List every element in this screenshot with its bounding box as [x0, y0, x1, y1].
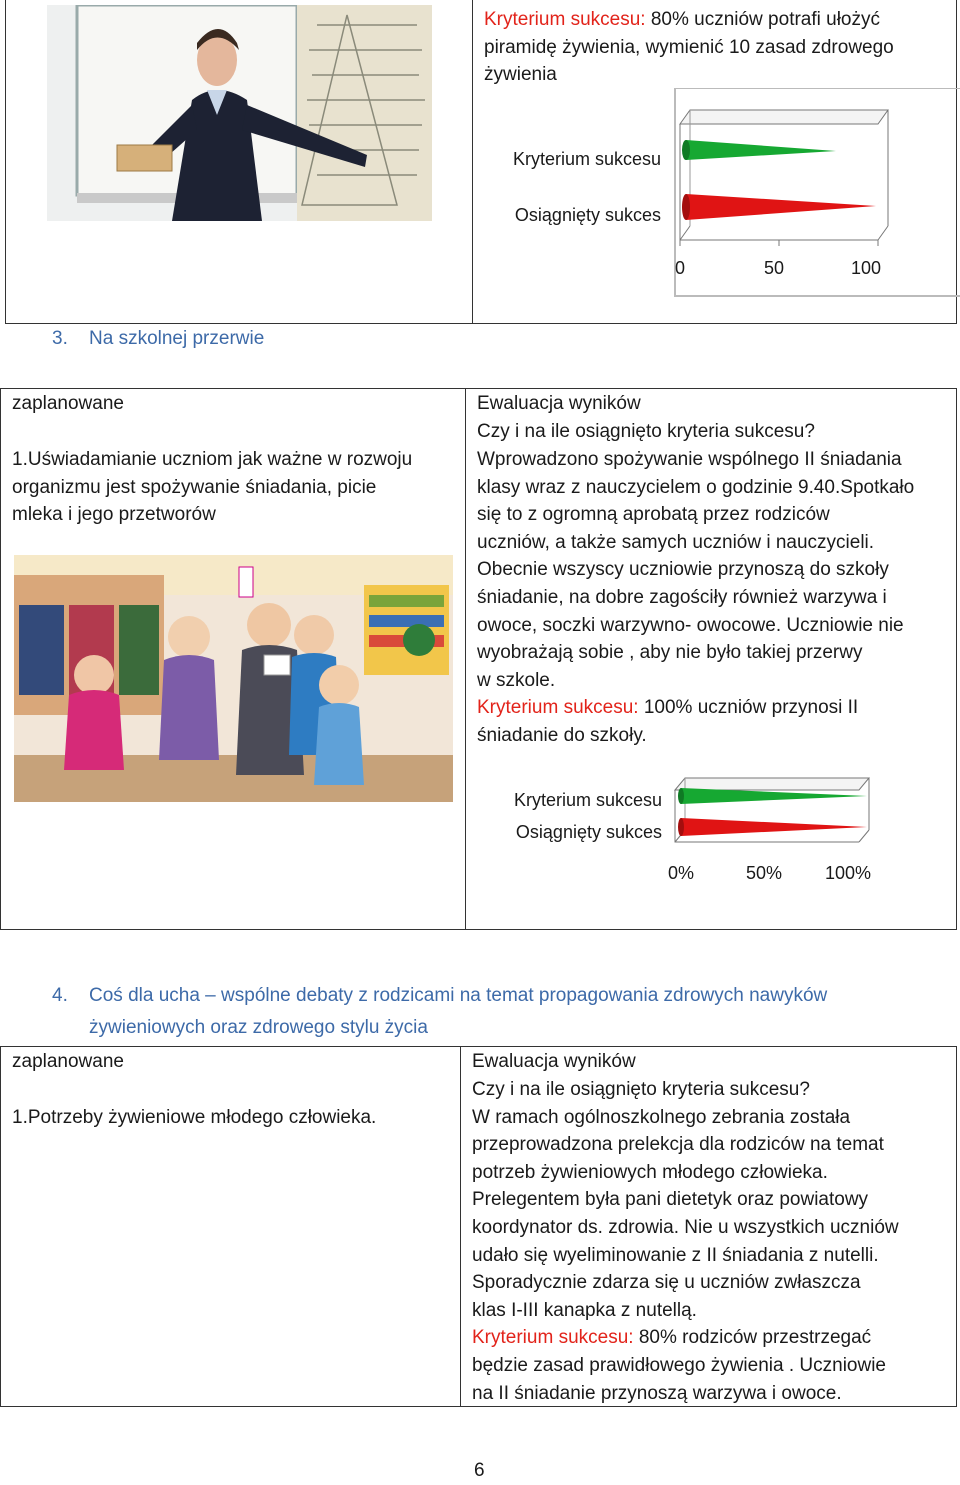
section-4-number: 4.	[52, 985, 68, 1006]
eval-text-line: przeprowadzona prelekcja dla rodziców na temat	[472, 1134, 884, 1156]
eval-text-line: klas I-III kanapka z nutellą.	[472, 1299, 697, 1321]
table-border	[0, 388, 1, 930]
table-border	[472, 0, 473, 324]
planned-item: 1.Uświadamianie uczniom jak ważne w rozwoju	[12, 449, 413, 470]
chart-2-label-osiagniety: Osiągnięty sukces	[515, 822, 662, 842]
children-photo	[14, 555, 453, 802]
eval-text-line: potrzeb żywieniowych młodego człowieka.	[472, 1161, 828, 1183]
criterion-line: śniadanie do szkoły.	[477, 725, 647, 746]
section-4-title: żywieniowych oraz zdrowego stylu życia	[89, 1017, 428, 1038]
eval-text-line: w szkole.	[477, 669, 556, 691]
eval-text-line: śniadanie, na dobre zagościły również warzywa i	[477, 587, 887, 608]
criterion-line: piramidę żywienia, wymienić 10 zasad zdrowego	[484, 36, 894, 58]
eval-question: Czy i na ile osiągnięto kryteria sukcesu?	[472, 1078, 810, 1100]
chart-1-tick: 0	[675, 258, 686, 278]
eval-question: Czy i na ile osiągnięto kryteria sukcesu?	[477, 420, 815, 442]
planned-item: mleka i jego przetworów	[12, 504, 216, 526]
success-chart-1	[484, 88, 960, 300]
chart-2-tick: 0%	[668, 863, 695, 883]
chart-2-tick: 100%	[825, 863, 872, 883]
eval-text-line: Obecnie wszyscy uczniowie przynoszą do szkoły	[477, 559, 889, 581]
criterion-line: będzie zasad prawidłowego żywienia . Uczniowie	[472, 1355, 886, 1376]
chart-1-tick: 50	[764, 258, 785, 278]
criterion-text: 100% uczniów przynosi II	[638, 697, 859, 719]
chart-1-label-osiagniety: Osiągnięty sukces	[514, 205, 661, 225]
criterion-prefix: Kryterium sukcesu:	[484, 9, 646, 30]
teacher-photo	[47, 5, 432, 221]
section-3-number: 3.	[52, 328, 68, 349]
eval-text-line: Wprowadzono spożywanie wspólnego II śniadania	[477, 449, 902, 470]
section-4-title: Coś dla ucha – wspólne debaty z rodzicami na temat propagowania zdrowych nawyków	[89, 985, 828, 1006]
criterion-prefix: Kryterium sukcesu:	[472, 1327, 634, 1349]
table-border	[956, 1046, 957, 1407]
page-number: 6	[474, 1460, 485, 1481]
eval-text-line: koordynator ds. zdrowia. Nie u wszystkich uczniów	[472, 1217, 899, 1238]
table-border	[0, 1046, 1, 1407]
criterion-text: 80% rodziców przestrzegać	[633, 1327, 872, 1349]
bar-kryterium-sukcesu	[686, 140, 836, 160]
table-border	[0, 929, 957, 930]
chart-1-axes	[680, 124, 878, 240]
children-photo-illustration	[14, 555, 453, 802]
chart-1-top-wall	[680, 110, 888, 124]
criterion-line: żywienia	[484, 64, 557, 86]
criterion-text: 80% uczniów potrafi ułożyć	[645, 9, 880, 30]
eval-header: Ewaluacja wyników	[477, 393, 641, 414]
planned-header: zaplanowane	[12, 1051, 124, 1072]
eval-text-line: owoce, soczki warzywno- owocowe. Uczniowie nie	[477, 614, 904, 636]
eval-text-line: Sporadycznie zdarza się u uczniów zwłaszcza	[472, 1272, 861, 1294]
table-border	[0, 1046, 957, 1047]
eval-text-line: Prelegentem była pani dietetyk oraz powiatowy	[472, 1189, 869, 1211]
planned-header: zaplanowane	[12, 393, 124, 414]
eval-text-line: W ramach ogólnoszkolnego zebrania została	[472, 1106, 851, 1128]
planned-item: organizmu jest spożywanie śniadania, picie	[12, 476, 377, 498]
eval-header: Ewaluacja wyników	[472, 1051, 636, 1072]
chart-2-tick: 50%	[746, 863, 783, 883]
criterion-line	[477, 694, 858, 722]
bar-osiagniety-sukces	[681, 818, 867, 836]
table-border	[465, 388, 466, 930]
table-border	[0, 388, 957, 389]
table-border	[460, 1046, 461, 1407]
success-chart-2	[477, 770, 947, 890]
criterion-line	[484, 6, 880, 34]
teacher-photo-illustration	[47, 5, 432, 221]
bar-osiagniety-sukces	[686, 194, 876, 220]
criterion-line	[472, 1324, 871, 1352]
criterion-prefix: Kryterium sukcesu:	[477, 697, 639, 719]
chart-2-label-kryterium: Kryterium sukcesu	[513, 790, 662, 810]
chart-1-label-kryterium: Kryterium sukcesu	[512, 149, 661, 169]
eval-text-line: klasy wraz z nauczycielem o godzinie 9.40.Spotkało	[477, 476, 915, 498]
table-border	[5, 323, 957, 324]
eval-text-line: uczniów, a także samych uczniów i nauczycieli.	[477, 531, 875, 553]
chart-1-tick: 100	[851, 258, 882, 278]
chart-1-plot	[484, 88, 960, 300]
table-border	[956, 388, 957, 930]
eval-text-line: udało się wyeliminowanie z II śniadania z nutelli.	[472, 1244, 879, 1266]
criterion-line: na II śniadanie przynoszą warzywa i owoce.	[472, 1382, 842, 1404]
eval-text-line: się to z ogromną aprobatą przez rodziców	[477, 504, 830, 526]
chart-2-top-wall	[675, 778, 869, 790]
table-border	[5, 0, 6, 324]
planned-item: 1.Potrzeby żywieniowe młodego człowieka.	[12, 1106, 377, 1128]
eval-text-line: wyobrażają sobie , aby nie było takiej przerwy	[477, 642, 863, 664]
section-3-title: Na szkolnej przerwie	[89, 328, 265, 349]
